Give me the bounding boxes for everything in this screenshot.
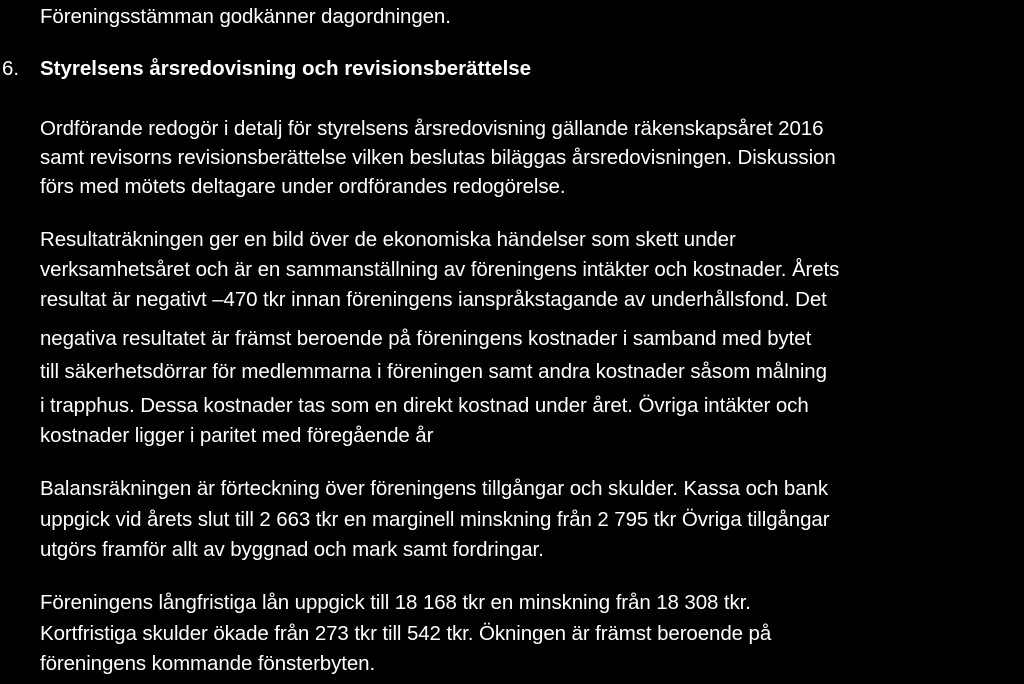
section-number: 6. [2, 57, 20, 80]
intro-line: Föreningsstämman godkänner dagordningen. [40, 5, 451, 28]
paragraph-2-line-7: kostnader ligger i paritet med föregående år [40, 424, 434, 447]
paragraph-2-line-3: resultat är negativt –470 tkr innan föreningens ianspråkstagande av underhållsfond. Det [40, 288, 827, 311]
paragraph-2-line-2: verksamhetsåret och är en sammanställning av föreningens intäkter och kostnader. Årets [40, 258, 840, 281]
section-title: Styrelsens årsredovisning och revisionsberättelse [40, 57, 532, 80]
paragraph-3-line-2: uppgick vid årets slut till 2 663 tkr en marginell minskning från 2 795 tkr Övriga tillgångar [40, 508, 830, 531]
paragraph-1-line-1: Ordförande redogör i detalj för styrelsens årsredovisning gällande räkenskapsåret 2016 [40, 117, 824, 140]
paragraph-2-line-6: i trapphus. Dessa kostnader tas som en direkt kostnad under året. Övriga intäkter och [40, 394, 809, 417]
paragraph-1-line-2: samt revisorns revisionsberättelse vilken beslutas biläggas årsredovisningen. Diskussion [40, 146, 836, 169]
paragraph-2-line-1: Resultaträkningen ger en bild över de ekonomiska händelser som skett under [40, 228, 736, 251]
paragraph-4-line-3: föreningens kommande fönsterbyten. [40, 652, 376, 675]
paragraph-4-line-1: Föreningens långfristiga lån uppgick till 18 168 tkr en minskning från 18 308 tkr. [40, 591, 751, 614]
paragraph-3-line-3: utgörs framför allt av byggnad och mark samt fordringar. [40, 538, 544, 561]
paragraph-1-line-3: förs med mötets deltagare under ordförandes redogörelse. [40, 175, 566, 198]
paragraph-4-line-2: Kortfristiga skulder ökade från 273 tkr till 542 tkr. Ökningen är främst beroende på [40, 622, 772, 645]
paragraph-2-line-5: till säkerhetsdörrar för medlemmarna i föreningen samt andra kostnader såsom målning [40, 360, 827, 383]
section-heading [2, 56, 531, 82]
paragraph-2-line-4: negativa resultatet är främst beroende på föreningens kostnader i samband med bytet [40, 327, 812, 350]
paragraph-3-line-1: Balansräkningen är förteckning över föreningens tillgångar och skulder. Kassa och bank [40, 477, 828, 500]
